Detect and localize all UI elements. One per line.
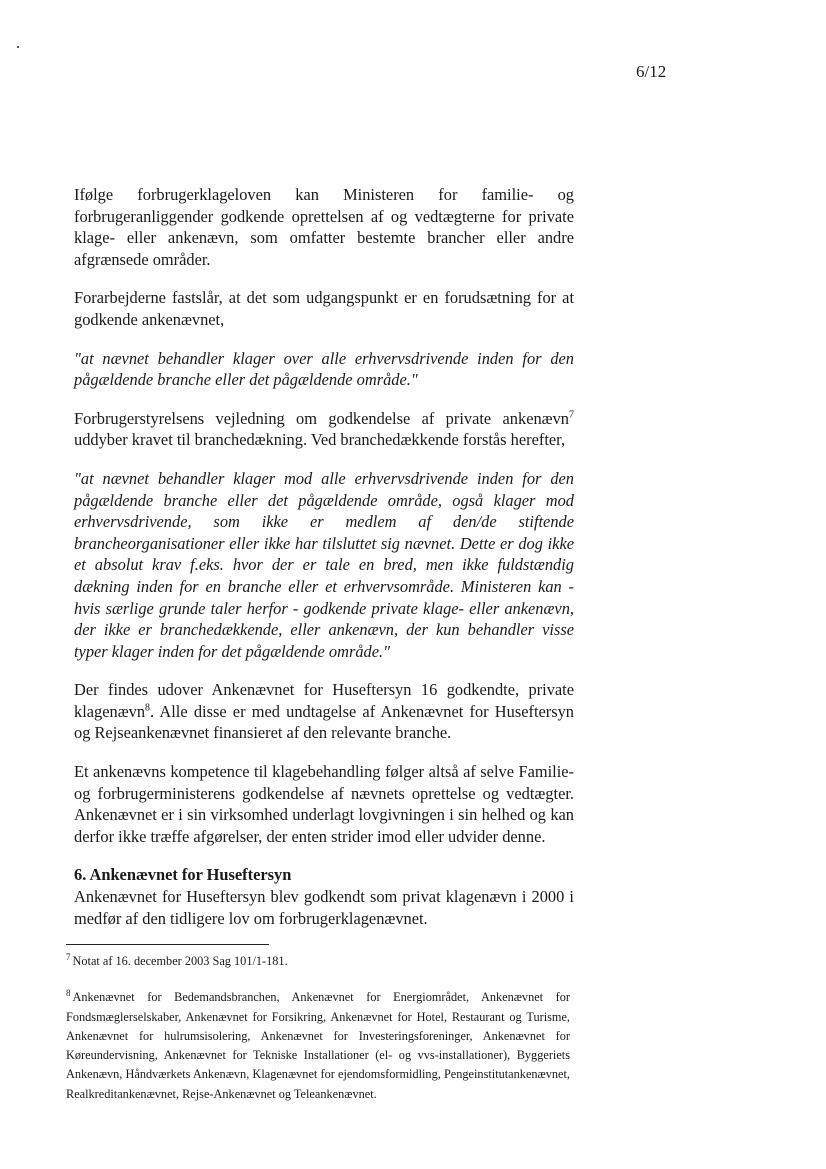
document-body — [74, 184, 574, 929]
quote-2: "at nævnet behandler klager mod alle erhvervsdrivende inden for den pågældende branche eller det pågældende område, også klager mod erhvervsdrivende, som ikke er medlem af den/de stiftende brancheorganisationer eller ikke har tilsluttet sig nævnet. Dette er dog ikke et absolut krav f.eks. hvor der er tale en bred, men ikke fuldstændig dækning inden for en branche eller et erhvervsområde. Ministeren kan - hvis særlige grunde taler herfor - godkende private klage- eller ankenævn, der ikke er branchedækkende, eller ankenævn, der kun behandler visse typer klager inden for det pågældende område." — [74, 468, 574, 661]
paragraph-4-text-b: . Alle disse er med undtagelse af Ankenævnet for Huseftersyn og Rejseankenævnet finansieret af den relevante branche. — [74, 701, 574, 743]
paragraph-4 — [74, 679, 574, 744]
footnote-ref-7[interactable]: 7 — [569, 409, 574, 421]
footnote-text: Ankenævnet for Bedemandsbranchen, Ankenævnet for Energiområdet, Ankenævnet for Fondsmæglerselskaber, Ankenævnet for Forsikring, Ankenævnet for Hotel, Restaurant og Turisme, Ankenævnet for hulrumsisolering, Ankenævnet for Investeringsforeninger, Ankenævnet for Køreundervisning, Ankenævnet for Tekniske Installationer (el- og vvs-installationer), Byggeriets Ankenævn, Håndværkets Ankenævn, Klagenævnet for ejendomsformidling, Pengeinstitutankenævnet, Realkreditankenævnet, Rejse-Ankenævnet og Teleankenævnet. — [66, 990, 570, 1101]
footnote-ref-8[interactable]: 8 — [145, 702, 151, 714]
footnote-7 — [66, 952, 570, 971]
paragraph-3 — [74, 408, 574, 451]
quote-1: "at nævnet behandler klager over alle erhvervsdrivende inden for den pågældende branche eller det pågældende område." — [74, 348, 574, 390]
footnote-mark: 8 — [66, 988, 71, 999]
page-number: 6/12 — [636, 62, 667, 81]
section-heading: 6. Ankenævnet for Huseftersyn — [74, 865, 292, 885]
footnote-separator — [66, 944, 269, 945]
footnote-8 — [66, 988, 570, 1104]
paragraph-3-text-b: uddyber kravet til branchedækning. Ved branchedækkende forstås herefter, — [74, 430, 566, 450]
paragraph-5: Et ankenævns kompetence til klagebehandling følger altså af selve Familie- og forbrugerministerens godkendelse af nævnets oprettelse og vedtægter. Ankenævnet er i sin virksomhed underlagt lovgivningen i sin helhed og kan derfor ikke træffe afgørelser, der enten strider imod eller udvider denne. — [74, 762, 574, 846]
paragraph-6: Ankenævnet for Huseftersyn blev godkendt som privat klagenævn i 2000 i medfør af den tidligere lov om forbrugerklagenævnet. — [74, 887, 574, 928]
paragraph-4-text-a: Der findes udover Ankenævnet for Huseftersyn 16 godkendte, private klagenævn — [74, 680, 574, 721]
scan-speck — [17, 46, 19, 48]
paragraph-1: Ifølge forbrugerklageloven kan Ministeren for familie- og forbrugeranliggender godkende oprettelsen af og vedtægterne for private klage- eller ankenævn, som omfatter bestemte brancher eller andre afgrænsede områder. — [74, 185, 574, 269]
footnote-text: Notat af 16. december 2003 Sag 101/1-181. — [72, 954, 288, 968]
paragraph-2: Forarbejderne fastslår, at det som udgangspunkt er en forudsætning for at godkende ankenævnet, — [74, 288, 574, 329]
footnote-mark: 7 — [66, 951, 71, 962]
paragraph-3-text-a: Forbrugerstyrelsens vejledning om godkendelse af private ankenævn — [74, 408, 569, 428]
footnotes — [66, 952, 570, 1121]
